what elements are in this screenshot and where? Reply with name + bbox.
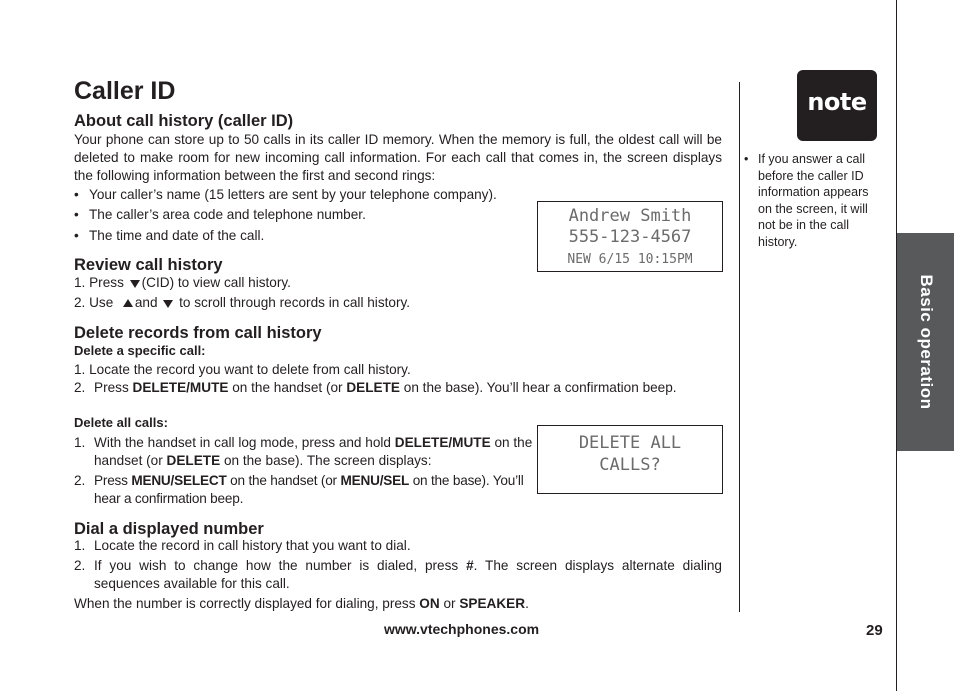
up-arrow-icon bbox=[123, 299, 133, 307]
lcd-line-number: 555-123-4567 bbox=[568, 227, 692, 247]
dial-step-1: Locate the record in call history that you want to dial. bbox=[94, 538, 411, 553]
text: If you wish to change how the number is dialed, press bbox=[94, 558, 459, 573]
about-bullet-2 bbox=[74, 206, 524, 224]
key-menu-select: MENU/SELECT bbox=[131, 473, 227, 488]
text: on the handset (or bbox=[230, 473, 337, 488]
about-paragraph: Your phone can store up to 50 calls in its caller ID memory. When the memory is full, the oldest call will be deleted to make room for new incoming call information. For each call that comes in, the screen displays the following information between the first and second rings: bbox=[74, 132, 722, 183]
review-step-1-pre: 1. Press bbox=[74, 275, 124, 290]
page-title: Caller ID bbox=[74, 77, 176, 105]
delete-heading: Delete records from call history bbox=[74, 324, 322, 342]
dial-step-2 bbox=[94, 557, 722, 593]
text: or bbox=[443, 596, 456, 611]
key-delete-mute: DELETE/MUTE bbox=[132, 380, 229, 395]
text: . The screen displays alternate dialing sequences available for this call. bbox=[94, 558, 722, 591]
dial-step-1-num: 1. bbox=[74, 538, 86, 553]
section-tab-label: Basic operation bbox=[916, 274, 936, 410]
delete-specific-step-2 bbox=[94, 379, 722, 397]
note-label: note bbox=[807, 88, 867, 116]
lcd-line-1: DELETE ALL bbox=[578, 433, 682, 453]
about-bullet-3 bbox=[74, 227, 524, 245]
text: With the handset in call log mode, press and hold bbox=[94, 435, 391, 450]
note-divider bbox=[739, 82, 740, 612]
footer-url: www.vtechphones.com bbox=[384, 621, 540, 637]
dial-heading: Dial a displayed number bbox=[74, 520, 264, 538]
lcd-screen-delete-all bbox=[537, 425, 723, 494]
text: on the base). The screen displays: bbox=[223, 453, 432, 468]
key-delete-mute: DELETE/MUTE bbox=[394, 435, 491, 450]
text: on the base). You’ll hear a confirmation beep. bbox=[403, 380, 677, 395]
review-step-2 bbox=[74, 294, 410, 312]
delete-specific-step-1: 1. Locate the record you want to delete from call history. bbox=[74, 362, 411, 377]
bullet-text: Your caller’s name (15 letters are sent by your telephone company). bbox=[89, 187, 497, 202]
review-step-1 bbox=[74, 274, 291, 292]
delete-all-step-1-num: 1. bbox=[74, 435, 86, 450]
text: on the handset (or bbox=[94, 435, 533, 468]
lcd-line-2: CALLS? bbox=[599, 455, 661, 475]
bullet-dot: • bbox=[744, 152, 749, 166]
delete-specific-step-2-num: 2. bbox=[74, 380, 86, 395]
note-badge bbox=[797, 70, 877, 141]
review-step-2-mid: and bbox=[134, 295, 158, 310]
section-tab bbox=[897, 233, 954, 451]
review-step-2-pre: 2. Use bbox=[74, 295, 114, 310]
review-step-1-post: (CID) to view call history. bbox=[141, 275, 291, 290]
down-arrow-icon bbox=[163, 300, 173, 308]
delete-specific-label: Delete a specific call: bbox=[74, 343, 206, 358]
key-on: ON bbox=[419, 596, 440, 611]
lcd-screen-caller bbox=[537, 201, 723, 272]
note-text: If you answer a call before the caller ID information appears on the screen, it will not be in the call history. bbox=[758, 152, 869, 249]
text: on the base). You’ll hear a confirmation beep. bbox=[94, 473, 524, 506]
bullet-dot: • bbox=[74, 207, 79, 222]
bullet-dot: • bbox=[74, 228, 79, 243]
delete-all-step-2 bbox=[94, 472, 534, 508]
key-menu-sel: MENU/SEL bbox=[340, 473, 410, 488]
down-arrow-icon bbox=[130, 280, 140, 288]
dial-step-2-num: 2. bbox=[74, 558, 86, 573]
text: Press bbox=[94, 473, 128, 488]
text: Press bbox=[94, 380, 129, 395]
delete-all-label: Delete all calls: bbox=[74, 415, 168, 430]
key-delete: DELETE bbox=[166, 453, 221, 468]
review-heading: Review call history bbox=[74, 256, 223, 274]
lcd-line-datetime: NEW 6/15 10:15PM bbox=[567, 252, 693, 267]
key-speaker: SPEAKER bbox=[459, 596, 526, 611]
about-bullet-1 bbox=[74, 186, 544, 204]
delete-all-step-1 bbox=[94, 434, 534, 470]
page-number: 29 bbox=[866, 622, 883, 639]
key-delete: DELETE bbox=[346, 380, 400, 395]
lcd-line-name: Andrew Smith bbox=[568, 206, 692, 226]
text: on the handset (or bbox=[232, 380, 343, 395]
delete-all-step-2-num: 2. bbox=[74, 473, 86, 488]
key-pound: # bbox=[466, 558, 474, 573]
text: . bbox=[525, 596, 529, 611]
dial-final bbox=[74, 595, 529, 613]
note-bullet bbox=[744, 151, 880, 251]
about-heading: About call history (caller ID) bbox=[74, 112, 294, 130]
bullet-text: The time and date of the call. bbox=[89, 228, 265, 243]
review-step-2-post: to scroll through records in call history. bbox=[179, 295, 411, 310]
text: When the number is correctly displayed for dialing, press bbox=[74, 596, 416, 611]
bullet-text: The caller’s area code and telephone number. bbox=[89, 207, 366, 222]
bullet-dot: • bbox=[74, 187, 79, 202]
